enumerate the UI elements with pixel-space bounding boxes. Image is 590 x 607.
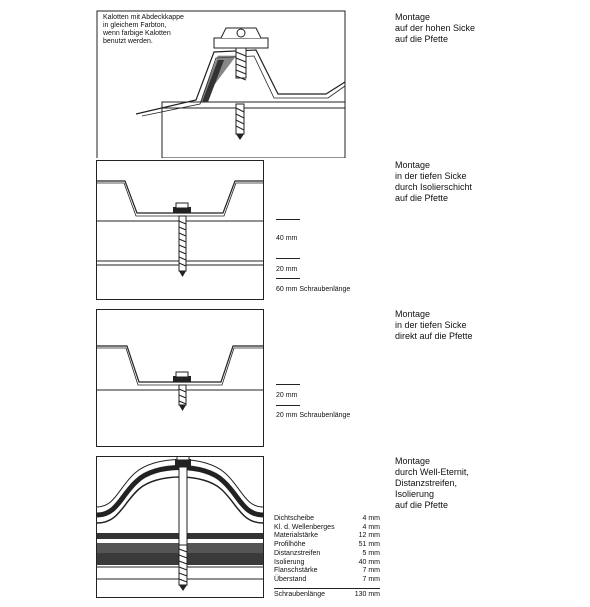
note-line: in gleichem Farbton, [103,22,167,29]
spec-value: 5 mm [362,549,380,557]
note-line: wenn farbige Kalotten [103,30,171,37]
spec-total-value: 130 mm [354,590,380,598]
spec-row [274,524,380,533]
note-line: benutzt werden. [103,38,153,45]
caption-line: auf die Pfette [395,34,449,44]
figure-2-drawing [97,161,263,299]
caption-line: durch Isolierschicht [395,182,473,192]
figure-4-drawing [97,457,263,597]
spec-label: Kl. d. Wellenberges [274,523,335,531]
spec-value: 4 mm [362,523,380,531]
caption-line: Montage [395,456,431,466]
spec-row [274,567,380,576]
caption-line: in der tiefen Sicke [395,320,467,330]
dimension-tick [276,405,300,406]
caption-line: durch Well-Eternit, [395,467,469,477]
figure-2-caption [395,160,472,204]
spec-label: Dichtscheibe [274,515,315,522]
dimension-label-40mm: 40 mm [276,235,298,242]
dimension-label-screw-length: 20 mm Schraubenlänge [276,412,351,419]
spec-value: 12 mm [358,532,380,540]
caption-line: auf die Pfette [395,500,449,510]
dimension-tick [276,278,300,279]
spec-value: 40 mm [358,558,380,566]
spec-value: 7 mm [362,575,380,583]
figure-3-drawing [97,310,263,446]
spec-label: Überstand [274,575,307,583]
dimension-tick [276,258,300,259]
caption-line: Montage [395,160,431,170]
spec-label: Distanzstreifen [274,549,321,557]
spec-total-label: Schraubenlänge [274,590,325,598]
dimension-label-20mm: 20 mm [276,266,298,273]
caption-line: auf die Pfette [395,193,449,203]
spec-row [274,515,380,524]
figure-2-panel [96,160,264,300]
caption-line: auf der hohen Sicke [395,23,476,33]
caption-line: Distanzstreifen, [395,478,458,488]
figure-3-panel [96,309,264,447]
caption-line: Montage [395,12,431,22]
caption-line: direkt auf die Pfette [395,331,473,341]
spec-label: Materialstärke [274,532,318,540]
caption-line: Isolierung [395,489,435,499]
dimension-tick [276,384,300,385]
caption-line: Montage [395,309,431,319]
spec-value: 7 mm [362,567,380,575]
figure-3-caption [395,309,473,342]
dimension-label-screw-length: 60 mm Schraubenlänge [276,286,351,293]
spec-row [274,576,380,585]
dimension-tick [276,219,300,220]
figure-1-note [103,14,184,46]
spec-label: Flanschstärke [274,567,318,575]
spec-row [274,559,380,568]
dimension-label-20mm: 20 mm [276,392,298,399]
screw-length-spec-table [274,515,380,599]
spec-label: Profilhöhe [274,541,306,549]
spec-value: 51 mm [358,541,380,549]
figure-1-panel [96,10,346,158]
caption-line: in der tiefen Sicke [395,171,467,181]
note-line: Kalotten mit Abdeckkappe [103,14,184,21]
figure-4-panel [96,456,264,598]
spec-total-row [274,588,380,600]
spec-row [274,532,380,541]
figure-4-caption [395,456,469,511]
figure-1-caption [395,12,475,45]
spec-label: Isolierung [274,558,305,566]
spec-row [274,541,380,550]
spec-row [274,550,380,559]
spec-value: 4 mm [362,515,380,522]
